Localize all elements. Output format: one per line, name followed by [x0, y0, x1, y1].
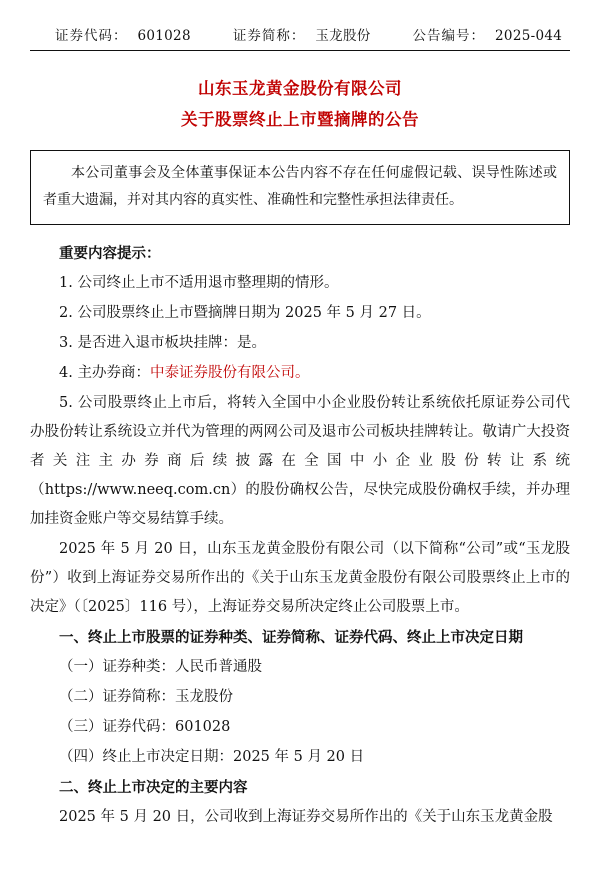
header-label-stock-name: 证券简称： [232, 28, 306, 44]
header-label-announcement-no: 公告编号： [412, 28, 486, 44]
notice-point-5: 5. 公司股票终止上市后，将转入全国中小企业股份转让系统依托原证券公司代办股份转让系统设立并代为管理的两网公司及退市公司板块挂牌转让。敬请广大投资者关注主办券商后续披露在全国中小企业股份转让系统（https://www.neeq.com.cn）的股份确权公告，尽快完成股份确权手续，并办理加挂资金账户等交易结算手续。 [30, 395, 570, 528]
page-title: 山东玉龙黄金股份有限公司 [198, 79, 402, 98]
page-subtitle: 关于股票终止上市暨摘牌的公告 [181, 110, 419, 130]
sponsor-broker-name: 中泰证券股份有限公司。 [149, 365, 310, 382]
liability-statement-text: 本公司董事会及全体董事保证本公告内容不存在任何虚假记载、误导性陈述或者重大遗漏，并对其内容的真实性、准确性和完整性承担法律责任。 [43, 164, 557, 208]
section-2-paragraph: 2025 年 5 月 20 日，公司收到上海证券交易所作出的《关于山东玉龙黄金股 [59, 809, 553, 826]
section-2-heading: 二、终止上市决定的主要内容 [59, 779, 248, 797]
liability-statement-box [30, 150, 570, 226]
header-item-stock-name [233, 24, 371, 44]
section-1-item-2: （二）证券简称：玉龙股份 [59, 689, 233, 706]
document-body [30, 239, 570, 832]
important-notice-heading: 重要内容提示： [59, 245, 161, 263]
notice-point-4 [30, 359, 570, 388]
header-value-announcement-no: 2025-044 [495, 28, 563, 44]
header-divider [30, 50, 570, 51]
notice-point-3: 3. 是否进入退市板块挂牌：是。 [59, 335, 266, 352]
header-item-stock-code [55, 24, 191, 44]
notice-point-4-prefix: 4. 主办券商： [59, 365, 150, 382]
header-value-stock-name: 玉龙股份 [315, 28, 371, 44]
section-1-item-4: （四）终止上市决定日期：2025 年 5 月 20 日 [59, 749, 365, 766]
header-label-stock-code: 证券代码： [55, 28, 128, 44]
section-1-item-3: （三）证券代码：601028 [59, 719, 231, 736]
delisting-decision-paragraph: 2025 年 5 月 20 日，山东玉龙黄金股份有限公司（以下简称“公司”或“玉龙股份”）收到上海证券交易所作出的《关于山东玉龙黄金股份有限公司股票终止上市的决定》（〔2025〕116 号），上海证券交易所决定终止公司股票上市。 [30, 541, 570, 616]
header-item-announcement-no [413, 24, 563, 44]
section-1-heading: 一、终止上市股票的证券种类、证券简称、证券代码、终止上市决定日期 [59, 629, 523, 647]
notice-point-2: 2. 公司股票终止上市暨摘牌日期为 2025 年 5 月 27 日。 [59, 305, 431, 322]
document-header [30, 24, 570, 44]
section-1-item-1: （一）证券种类：人民币普通股 [59, 659, 262, 676]
title-block [30, 73, 570, 136]
notice-point-1: 1. 公司终止上市不适用退市整理期的情形。 [59, 275, 339, 292]
header-value-stock-code: 601028 [137, 28, 191, 44]
